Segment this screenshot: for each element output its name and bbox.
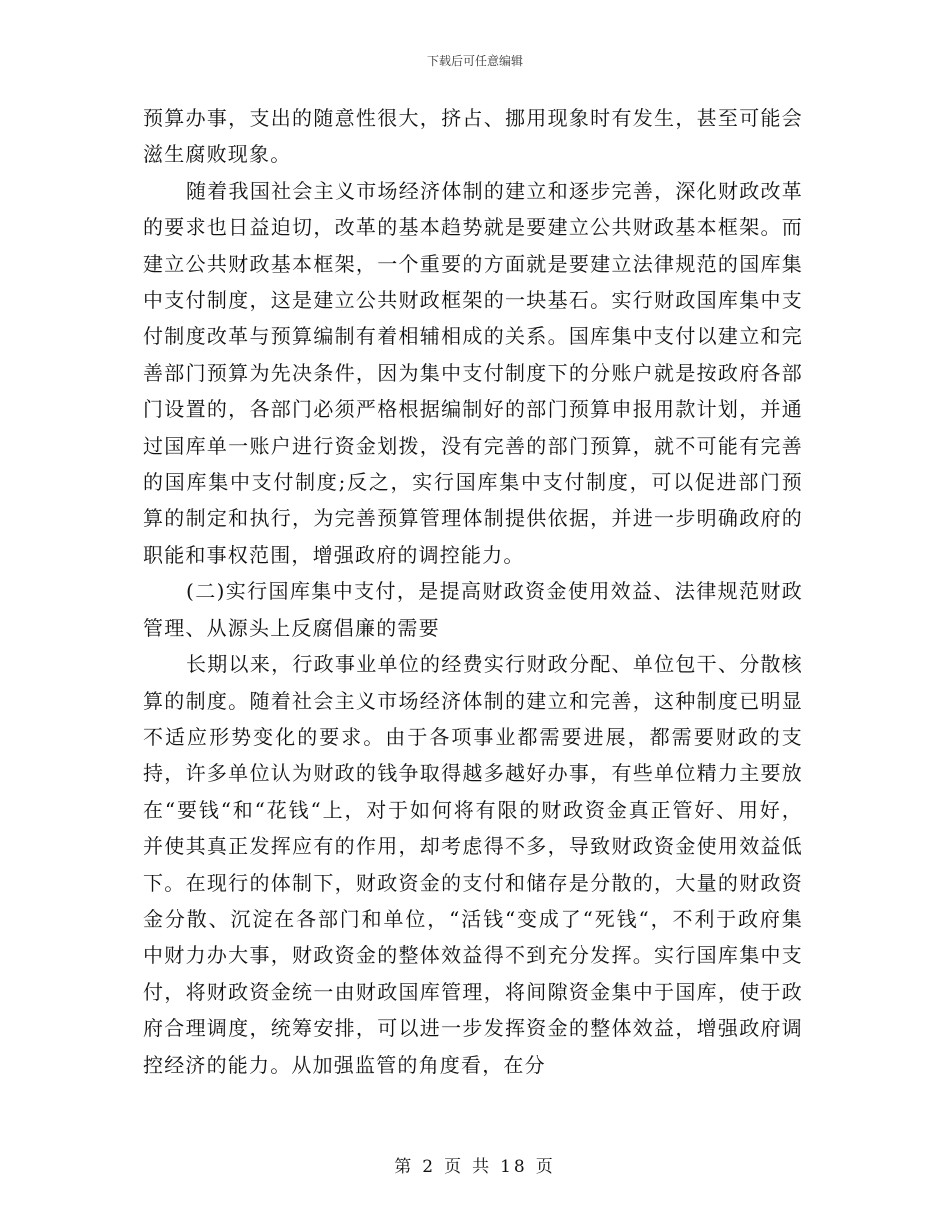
paragraph-2: 随着我国社会主义市场经济体制的建立和逐步完善，深化财政改革的要求也日益迫切，改革的基本趋势就是要建立公共财政基本框架。而建立公共财政基本框架，一个重要的方面就是要建立法律规范的国库集中支付制度，这是建立公共财政框架的一块基石。实行财政国库集中支付制度改革与预算编制有着相辅相成的关系。国库集中支付以建立和完善部门预算为先决条件，因为集中支付制度下的分账户就是按政府各部门设置的，各部门必须严格根据编制好的部门预算申报用款计划，并通过国库单一账户进行资金划拨，没有完善的部门预算，就不可能有完善的国库集中支付制度;反之，实行国库集中支付制度，可以促进部门预算的制定和执行，为完善预算管理体制提供依据，并进一步明确政府的职能和事权范围，增强政府的调控能力。	[143, 178, 803, 567]
footer-page-word: 页	[444, 1157, 465, 1177]
footer-total-word: 共	[472, 1157, 493, 1177]
paragraph-1: 预算办事，支出的随意性很大，挤占、挪用现象时有发生，甚至可能会滋生腐败现象。	[143, 106, 803, 167]
paragraph-3: 长期以来，行政事业单位的经费实行财政分配、单位包干、分散核算的制度。随着社会主义市场经济体制的建立和完善，这种制度已明显不适应形势变化的要求。由于各项事业都需要进展，都需要财政的支持，许多单位认为财政的钱争取得越多越好办事，有些单位精力主要放在“要钱“和“花钱“上，对于如何将有限的财政资金真正管好、用好，并使其真正发挥应有的作用，却考虑得不多，导致财政资金使用效益低下。在现行的体制下，财政资金的支付和储存是分散的，大量的财政资金分散、沉淀在各部门和单位，“活钱“变成了“死钱“，不利于政府集中财力办大事，财政资金的整体效益得不到充分发挥。实行国库集中支付，将财政资金统一由财政国库管理，将间隙资金集中于国库，使于政府合理调度，统筹安排，可以进一步发挥资金的整体效益，增强政府调控经济的能力。从加强监管的角度看，在分	[143, 652, 803, 1077]
page-footer	[0, 1152, 950, 1177]
footer-prefix: 第	[394, 1157, 415, 1177]
current-page-number: 2	[422, 1157, 437, 1177]
total-page-count: 18	[500, 1157, 528, 1177]
document-body	[143, 100, 803, 1083]
footer-suffix: 页	[535, 1157, 556, 1177]
section-heading-2: (二)实行国库集中支付，是提高财政资金使用效益、法律规范财政管理、从源头上反腐倡廉的需要	[143, 579, 803, 640]
page-header-note: 下载后可任意编辑	[426, 54, 523, 68]
